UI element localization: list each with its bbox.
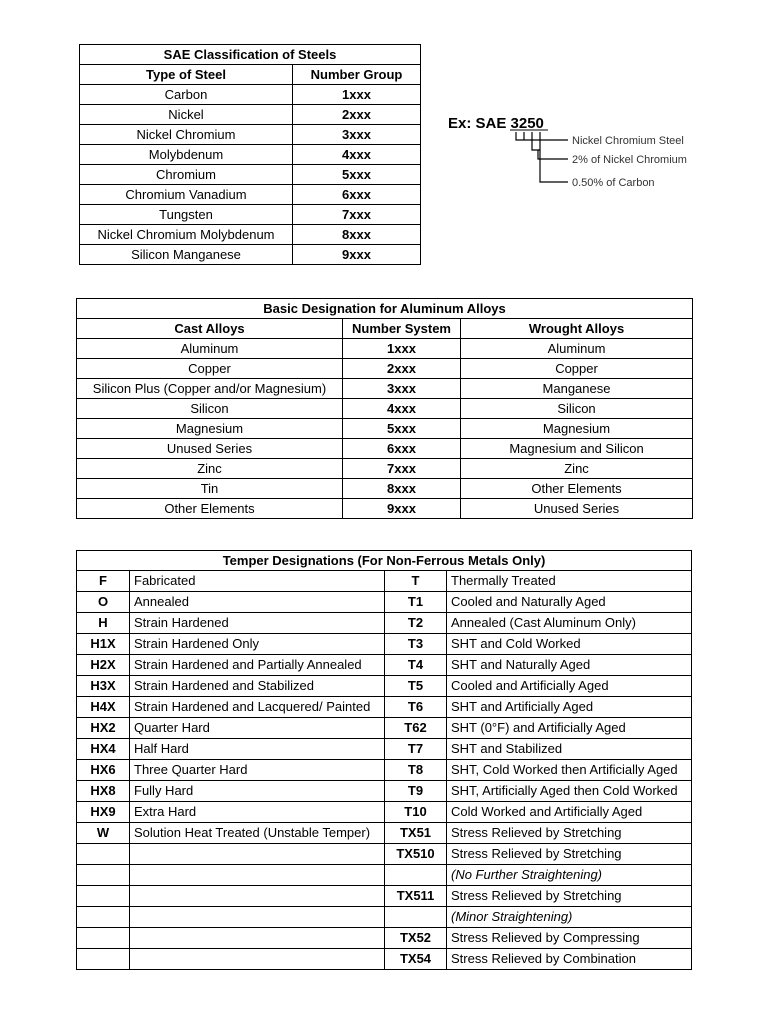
aluminum-table-title: Basic Designation for Aluminum Alloys <box>77 299 693 319</box>
table-row <box>80 85 421 105</box>
temper-description-cell <box>130 865 385 886</box>
number-system-cell: 2xxx <box>343 359 461 379</box>
aluminum-header-cast: Cast Alloys <box>77 319 343 339</box>
number-group-cell: 4xxx <box>293 145 421 165</box>
number-group-cell: 1xxx <box>293 85 421 105</box>
steel-type-cell: Nickel Chromium <box>80 125 293 145</box>
temper-designations-table <box>76 550 692 970</box>
temper-code-cell <box>385 907 447 928</box>
cast-alloy-cell: Unused Series <box>77 439 343 459</box>
temper-description-cell: Annealed <box>130 592 385 613</box>
steel-type-cell: Chromium <box>80 165 293 185</box>
table-row <box>77 781 692 802</box>
temper-code-cell: TX511 <box>385 886 447 907</box>
temper-code-cell: HX2 <box>77 718 130 739</box>
temper-description-cell: Strain Hardened and Stabilized <box>130 676 385 697</box>
table-row <box>80 245 421 265</box>
number-group-cell: 9xxx <box>293 245 421 265</box>
steel-type-cell: Silicon Manganese <box>80 245 293 265</box>
steel-type-cell: Nickel <box>80 105 293 125</box>
temper-description-cell: Cooled and Naturally Aged <box>447 592 692 613</box>
temper-description-cell: (Minor Straightening) <box>447 907 692 928</box>
temper-code-cell: T6 <box>385 697 447 718</box>
temper-description-cell: SHT and Naturally Aged <box>447 655 692 676</box>
table-row <box>77 844 692 865</box>
table-row <box>77 634 692 655</box>
temper-description-cell: (No Further Straightening) <box>447 865 692 886</box>
temper-description-cell: SHT (0°F) and Artificially Aged <box>447 718 692 739</box>
temper-code-cell: HX8 <box>77 781 130 802</box>
table-row <box>77 928 692 949</box>
sae-header-type: Type of Steel <box>80 65 293 85</box>
temper-code-cell: O <box>77 592 130 613</box>
table-row <box>77 739 692 760</box>
table-row <box>80 105 421 125</box>
temper-description-cell: Fully Hard <box>130 781 385 802</box>
sae-header-number: Number Group <box>293 65 421 85</box>
number-system-cell: 5xxx <box>343 419 461 439</box>
temper-code-cell: H4X <box>77 697 130 718</box>
wrought-alloy-cell: Manganese <box>461 379 693 399</box>
sae-callout-carbon: 0.50% of Carbon <box>572 177 655 189</box>
number-group-cell: 3xxx <box>293 125 421 145</box>
table-row <box>77 760 692 781</box>
temper-description-cell: Stress Relieved by Stretching <box>447 844 692 865</box>
temper-code-cell <box>77 949 130 970</box>
number-group-cell: 5xxx <box>293 165 421 185</box>
table-row <box>80 225 421 245</box>
temper-description-cell: Strain Hardened and Lacquered/ Painted <box>130 697 385 718</box>
wrought-alloy-cell: Zinc <box>461 459 693 479</box>
temper-code-cell <box>77 907 130 928</box>
steel-type-cell: Carbon <box>80 85 293 105</box>
aluminum-header-number: Number System <box>343 319 461 339</box>
temper-description-cell: Cold Worked and Artificially Aged <box>447 802 692 823</box>
temper-code-cell: F <box>77 571 130 592</box>
temper-description-cell: Extra Hard <box>130 802 385 823</box>
temper-description-cell: SHT, Artificially Aged then Cold Worked <box>447 781 692 802</box>
cast-alloy-cell: Magnesium <box>77 419 343 439</box>
number-system-cell: 4xxx <box>343 399 461 419</box>
temper-code-cell: T10 <box>385 802 447 823</box>
temper-code-cell: H2X <box>77 655 130 676</box>
table-row <box>77 592 692 613</box>
temper-description-cell: Fabricated <box>130 571 385 592</box>
steel-type-cell: Molybdenum <box>80 145 293 165</box>
number-group-cell: 8xxx <box>293 225 421 245</box>
table-row <box>77 459 693 479</box>
temper-description-cell: SHT and Artificially Aged <box>447 697 692 718</box>
temper-description-cell: Strain Hardened and Partially Annealed <box>130 655 385 676</box>
aluminum-table-body <box>77 339 693 519</box>
temper-code-cell: W <box>77 823 130 844</box>
cast-alloy-cell: Other Elements <box>77 499 343 519</box>
temper-code-cell: TX52 <box>385 928 447 949</box>
temper-code-cell: TX51 <box>385 823 447 844</box>
aluminum-alloys-table <box>76 298 693 519</box>
table-row <box>77 499 693 519</box>
aluminum-header-wrought: Wrought Alloys <box>461 319 693 339</box>
table-row <box>77 571 692 592</box>
table-row <box>80 145 421 165</box>
temper-code-cell: T5 <box>385 676 447 697</box>
table-row <box>77 697 692 718</box>
table-row <box>77 359 693 379</box>
table-row <box>77 676 692 697</box>
temper-description-cell: SHT and Stabilized <box>447 739 692 760</box>
temper-description-cell <box>130 907 385 928</box>
steel-type-cell: Nickel Chromium Molybdenum <box>80 225 293 245</box>
temper-code-cell: HX9 <box>77 802 130 823</box>
number-group-cell: 6xxx <box>293 185 421 205</box>
temper-description-cell: SHT, Cold Worked then Artificially Aged <box>447 760 692 781</box>
temper-description-cell: Strain Hardened Only <box>130 634 385 655</box>
sae-table-body <box>80 85 421 265</box>
temper-code-cell: T <box>385 571 447 592</box>
temper-description-cell: Stress Relieved by Compressing <box>447 928 692 949</box>
number-system-cell: 7xxx <box>343 459 461 479</box>
table-row <box>80 185 421 205</box>
table-row <box>80 125 421 145</box>
table-row <box>77 439 693 459</box>
wrought-alloy-cell: Magnesium <box>461 419 693 439</box>
temper-code-cell: HX4 <box>77 739 130 760</box>
sae-example <box>448 112 708 202</box>
sae-callout-steel: Nickel Chromium Steel <box>572 135 684 147</box>
steel-type-cell: Chromium Vanadium <box>80 185 293 205</box>
temper-description-cell: Stress Relieved by Combination <box>447 949 692 970</box>
temper-description-cell: Half Hard <box>130 739 385 760</box>
table-row <box>77 339 693 359</box>
temper-description-cell: Thermally Treated <box>447 571 692 592</box>
temper-code-cell <box>77 865 130 886</box>
table-row <box>77 399 693 419</box>
temper-description-cell <box>130 886 385 907</box>
sae-example-label: Ex: SAE 3250 <box>448 115 544 132</box>
table-row <box>77 865 692 886</box>
temper-description-cell <box>130 928 385 949</box>
temper-code-cell: T62 <box>385 718 447 739</box>
temper-code-cell: T9 <box>385 781 447 802</box>
temper-code-cell <box>77 886 130 907</box>
temper-code-cell: T1 <box>385 592 447 613</box>
table-row <box>80 165 421 185</box>
temper-code-cell: H3X <box>77 676 130 697</box>
temper-code-cell: T2 <box>385 613 447 634</box>
temper-description-cell <box>130 844 385 865</box>
cast-alloy-cell: Aluminum <box>77 339 343 359</box>
table-row <box>77 907 692 928</box>
temper-table-title: Temper Designations (For Non-Ferrous Metals Only) <box>77 551 692 571</box>
temper-code-cell: T7 <box>385 739 447 760</box>
number-system-cell: 9xxx <box>343 499 461 519</box>
temper-code-cell: TX54 <box>385 949 447 970</box>
table-row <box>77 613 692 634</box>
number-system-cell: 6xxx <box>343 439 461 459</box>
steel-type-cell: Tungsten <box>80 205 293 225</box>
cast-alloy-cell: Zinc <box>77 459 343 479</box>
sae-example-diagram <box>448 112 708 202</box>
temper-description-cell: Stress Relieved by Stretching <box>447 823 692 844</box>
wrought-alloy-cell: Silicon <box>461 399 693 419</box>
temper-description-cell: Annealed (Cast Aluminum Only) <box>447 613 692 634</box>
cast-alloy-cell: Copper <box>77 359 343 379</box>
temper-description-cell: Three Quarter Hard <box>130 760 385 781</box>
temper-code-cell: H1X <box>77 634 130 655</box>
temper-description-cell: SHT and Cold Worked <box>447 634 692 655</box>
temper-code-cell: T8 <box>385 760 447 781</box>
table-row <box>77 886 692 907</box>
temper-code-cell: T4 <box>385 655 447 676</box>
number-system-cell: 8xxx <box>343 479 461 499</box>
temper-description-cell: Quarter Hard <box>130 718 385 739</box>
temper-code-cell: H <box>77 613 130 634</box>
sae-steels-table <box>79 44 421 265</box>
cast-alloy-cell: Silicon <box>77 399 343 419</box>
table-row <box>77 718 692 739</box>
table-row <box>77 419 693 439</box>
temper-code-cell <box>385 865 447 886</box>
temper-code-cell: TX510 <box>385 844 447 865</box>
table-row <box>77 802 692 823</box>
temper-description-cell: Cooled and Artificially Aged <box>447 676 692 697</box>
table-row <box>77 379 693 399</box>
temper-description-cell: Strain Hardened <box>130 613 385 634</box>
wrought-alloy-cell: Aluminum <box>461 339 693 359</box>
table-row <box>77 823 692 844</box>
wrought-alloy-cell: Copper <box>461 359 693 379</box>
temper-description-cell: Stress Relieved by Stretching <box>447 886 692 907</box>
sae-callout-nickel: 2% of Nickel Chromium <box>572 154 687 166</box>
number-group-cell: 7xxx <box>293 205 421 225</box>
table-row <box>80 205 421 225</box>
temper-description-cell <box>130 949 385 970</box>
table-row <box>77 655 692 676</box>
table-row <box>77 949 692 970</box>
number-system-cell: 1xxx <box>343 339 461 359</box>
number-system-cell: 3xxx <box>343 379 461 399</box>
temper-code-cell: T3 <box>385 634 447 655</box>
cast-alloy-cell: Silicon Plus (Copper and/or Magnesium) <box>77 379 343 399</box>
cast-alloy-cell: Tin <box>77 479 343 499</box>
sae-table-title: SAE Classification of Steels <box>80 45 421 65</box>
table-row <box>77 479 693 499</box>
number-group-cell: 2xxx <box>293 105 421 125</box>
wrought-alloy-cell: Other Elements <box>461 479 693 499</box>
temper-table-body <box>77 571 692 970</box>
wrought-alloy-cell: Magnesium and Silicon <box>461 439 693 459</box>
wrought-alloy-cell: Unused Series <box>461 499 693 519</box>
temper-code-cell <box>77 928 130 949</box>
temper-description-cell: Solution Heat Treated (Unstable Temper) <box>130 823 385 844</box>
temper-code-cell: HX6 <box>77 760 130 781</box>
temper-code-cell <box>77 844 130 865</box>
